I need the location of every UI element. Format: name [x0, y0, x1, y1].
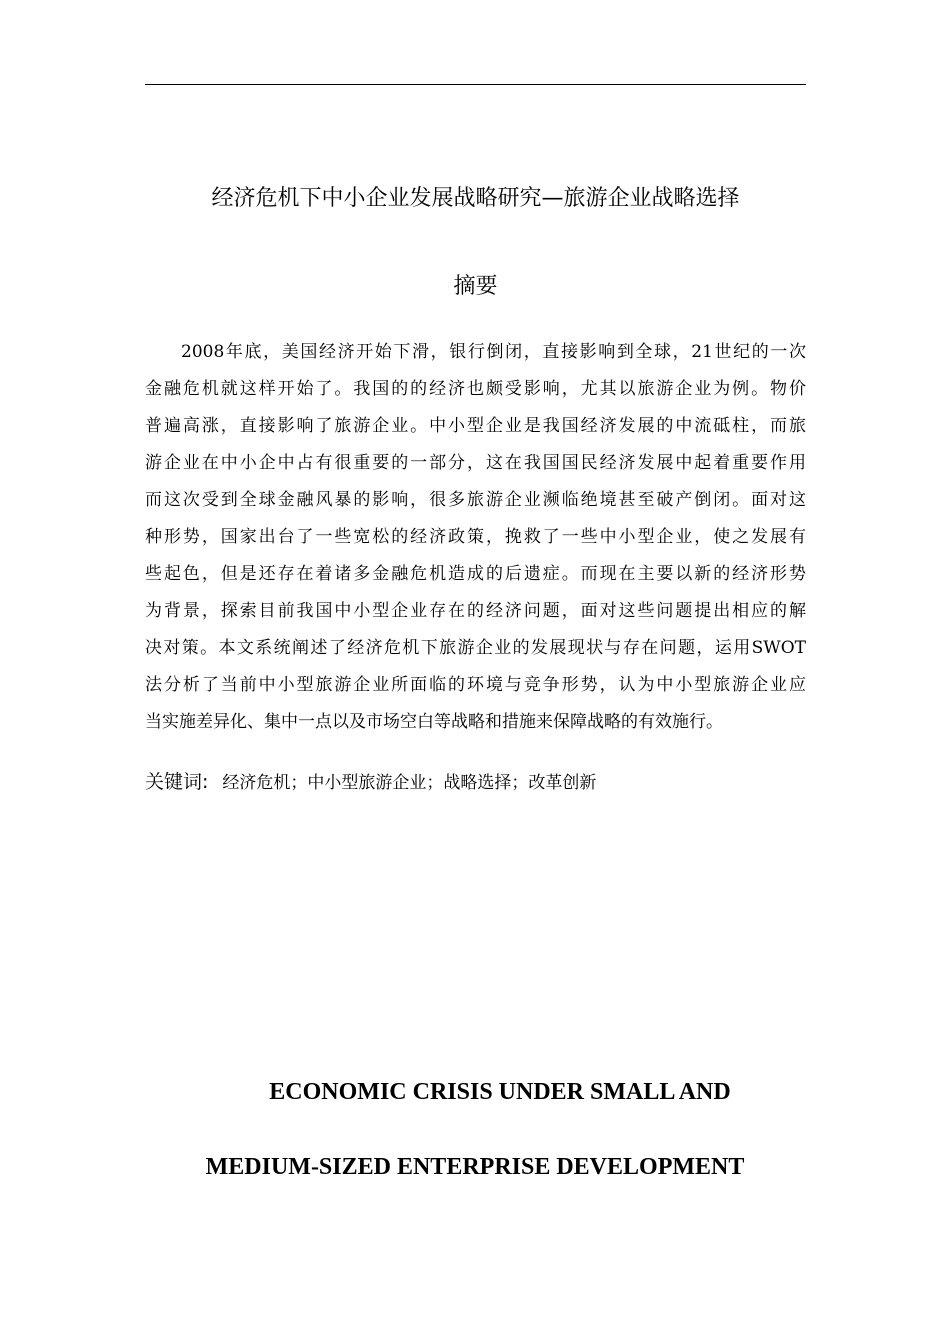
keywords-text: 经济危机；中小型旅游企业；战略选择；改革创新: [222, 773, 597, 793]
keywords: [145, 767, 806, 797]
english-title-line-2: MEDIUM-SIZED ENTERPRISE DEVELOPMENT: [205, 1154, 745, 1180]
abstract-line: 为背景，探索目前我国中小型企业存在的经济问题，面对这些问题提出相应的解: [145, 601, 806, 621]
abstract-line: 游企业在中小企中占有很重要的一部分，这在我国国民经济发展中起着重要作用: [145, 453, 806, 473]
abstract-line: 当实施差异化、集中一点以及市场空白等战略和措施来保障战略的有效施行。: [145, 712, 723, 732]
header-rule: [145, 84, 806, 85]
english-title-line-1: ECONOMIC CRISIS UNDER SMALL AND: [269, 1079, 731, 1105]
abstract-line: 法分析了当前中小型旅游企业所面临的环境与竞争形势，认为中小型旅游企业应: [145, 675, 806, 695]
abstract-line: 种形势，国家出台了一些宽松的经济政策，挽救了一些中小型企业，使之发展有: [145, 527, 806, 547]
abstract-line: 些起色，但是还存在着诸多金融危机造成的后遗症。而现在主要以新的经济形势: [145, 564, 806, 584]
keywords-label: 关键词:: [145, 771, 209, 793]
chinese-title: 经济危机下中小企业发展战略研究—旅游企业战略选择: [211, 186, 740, 211]
abstract-body: [145, 334, 806, 741]
abstract-line: 金融危机就这样开始了。我国的的经济也颇受影响，尤其以旅游企业为例。物价: [145, 379, 806, 399]
abstract-heading: 摘要: [453, 274, 498, 299]
abstract-line: 决对策。本文系统阐述了经济危机下旅游企业的发展现状与存在问题，运用SWOT: [145, 638, 806, 658]
abstract-line: 普遍高涨，直接影响了旅游企业。中小型企业是我国经济发展的中流砥柱，而旅: [145, 416, 806, 436]
abstract-line: 2008年底，美国经济开始下滑，银行倒闭，直接影响到全球，21世纪的一次: [181, 342, 806, 362]
abstract-line: 而这次受到全球金融风暴的影响，很多旅游企业濒临绝境甚至破产倒闭。面对这: [145, 490, 806, 510]
